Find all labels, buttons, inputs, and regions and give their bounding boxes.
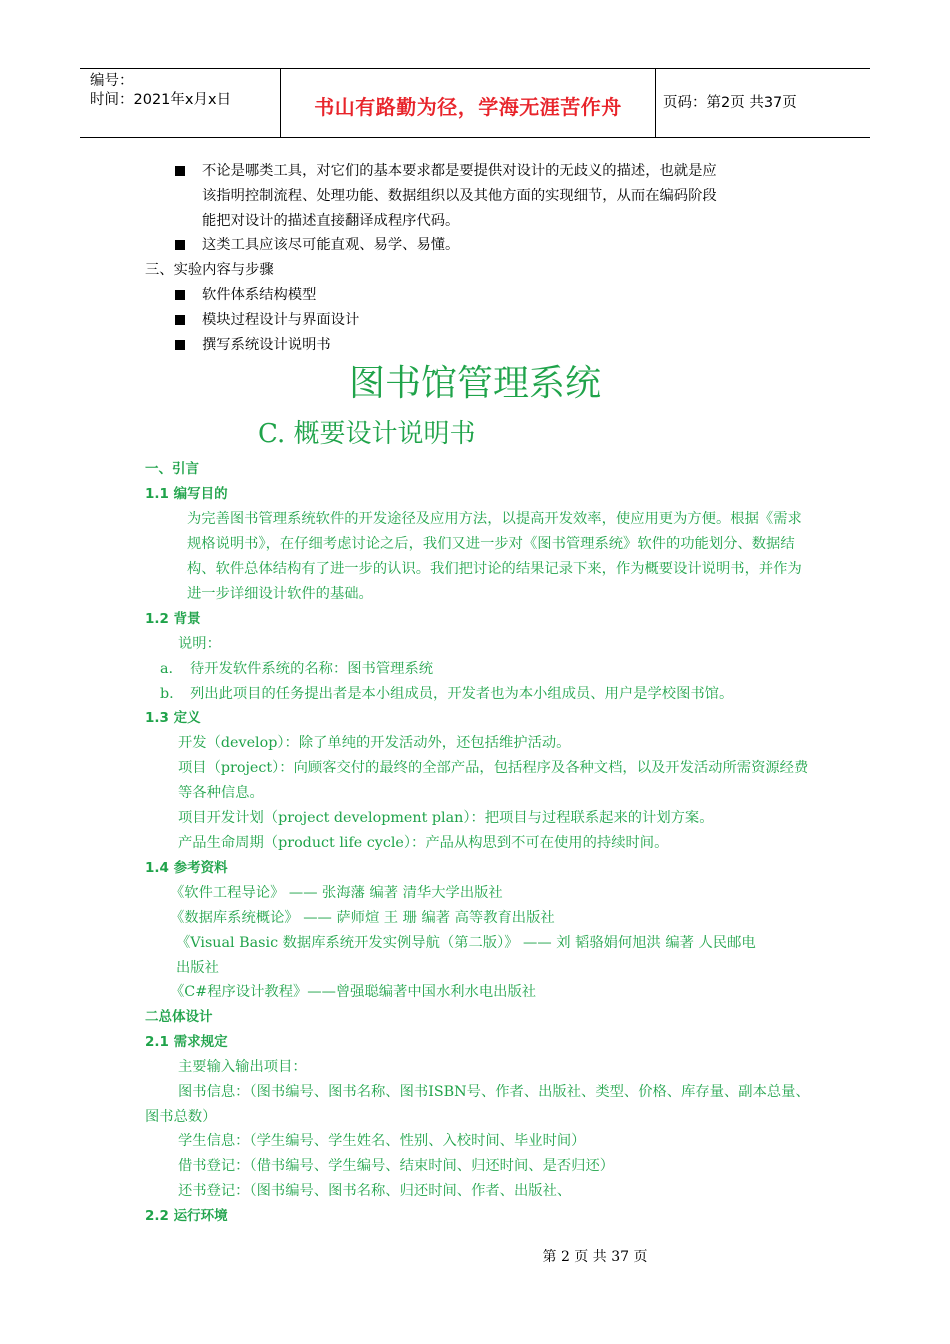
s12-heading: 1.2 背景 — [145, 611, 201, 627]
s12-a-label: a. — [160, 661, 174, 677]
s21-line: 图书信息：（图书编号、图书名称、图书ISBN号、作者、出版社、类型、价格、库存量、副本总量、 — [178, 1084, 810, 1100]
section3-item: 软件体系结构模型 — [202, 287, 317, 303]
req-bullet1-line3: 能把对设计的描述直接翻译成程序代码。 — [202, 213, 460, 229]
s14-heading: 1.4 参考资料 — [145, 860, 228, 876]
s12-a-text: 待开发软件系统的名称：图书管理系统 — [190, 661, 434, 677]
s21-line: 借书登记：（借书编号、学生编号、结束时间、归还时间、是否归还） — [178, 1158, 615, 1174]
s13-heading: 1.3 定义 — [145, 710, 201, 726]
s11-line: 规格说明书》，在仔细考虑讨论之后，我们又进一步对《图书管理系统》软件的功能划分、数据结 — [187, 536, 795, 552]
s13-line: 等各种信息。 — [178, 785, 264, 801]
s13-line: 开发（develop）：除了单纯的开发活动外，还包括维护活动。 — [178, 735, 571, 751]
reference-item: 《C#程序设计教程》——曾强聪编著中国水利水电出版社 — [170, 984, 537, 1000]
s21-line: 还书登记：（图书编号、图书名称、归还时间、作者、出版社、 — [178, 1183, 572, 1199]
req-bullet1-line2: 该指明控制流程、处理功能、数据组织以及其他方面的实现细节，从而在编码阶段 — [202, 188, 717, 204]
intro-heading: 一、引言 — [145, 461, 199, 477]
bullet-icon — [175, 315, 185, 325]
document-title: 图书馆管理系统 — [348, 363, 601, 404]
s11-heading: 1.1 编写目的 — [145, 486, 228, 502]
motto: 书山有路勤为径，学海无涯苦作舟 — [314, 95, 622, 119]
s11-line: 构、软件总体结构有了进一步的认识。我们把讨论的结果记录下来，作为概要设计说明书，并作为 — [187, 561, 802, 577]
s12-note: 说明： — [178, 636, 221, 652]
page-header — [80, 68, 870, 138]
s21-line: 图书总数） — [145, 1109, 217, 1125]
req-bullet2: 这类工具应该尽可能直观、易学、易懂。 — [202, 237, 460, 253]
s21-line: 主要输入输出项目： — [178, 1059, 307, 1075]
s13-line: 项目（project）：向顾客交付的最终的全部产品，包括程序及各种文档，以及开发活动所需资源经费 — [178, 760, 809, 776]
bullet-icon — [175, 166, 185, 176]
bullet-icon — [175, 340, 185, 350]
header-meta-cell — [80, 69, 280, 137]
time-label: 时间：2021年x月x日 — [90, 92, 232, 108]
header-motto-cell — [280, 69, 656, 137]
page-footer: 第 2 页 共 37 页 — [542, 1249, 648, 1265]
reference-item: 出版社 — [176, 960, 219, 976]
reference-item: 《软件工程导论》 —— 张海藩 编著 清华大学出版社 — [170, 885, 503, 901]
section3-item: 模块过程设计与界面设计 — [202, 312, 360, 328]
req-bullet1-line1: 不论是哪类工具，对它们的基本要求都是要提供对设计的无歧义的描述，也就是应 — [202, 163, 717, 179]
s21-line: 学生信息：（学生编号、学生姓名、性别、入校时间、毕业时间） — [178, 1133, 586, 1149]
reference-item: 《数据库系统概论》 —— 萨师煊 王 珊 编著 高等教育出版社 — [170, 910, 555, 926]
bullet-icon — [175, 240, 185, 250]
s11-line: 为完善图书管理系统软件的开发途径及应用方法，以提高开发效率，使应用更为方便。根据《需求 — [187, 511, 802, 527]
s11-line: 进一步详细设计软件的基础。 — [187, 586, 373, 602]
number-label: 编号： — [90, 73, 134, 89]
s13-line: 产品生命周期（product life cycle）：产品从构思到不可在使用的持续时间。 — [178, 835, 669, 851]
page-info: 页码：第2页 共37页 — [663, 95, 797, 111]
s12-b-label: b. — [160, 686, 174, 702]
bullet-icon — [175, 290, 185, 300]
reference-item: 《Visual Basic 数据库系统开发实例导航（第二版）》 —— 刘 韬骆娟何旭洪 编著 人民邮电 — [176, 935, 756, 951]
s13-line: 项目开发计划（project development plan）：把项目与过程联系起来的计划方案。 — [178, 810, 714, 826]
section3-item: 撰写系统设计说明书 — [202, 337, 331, 353]
document-subtitle: C. 概要设计说明书 — [258, 419, 476, 449]
s22-heading: 2.2 运行环境 — [145, 1208, 228, 1224]
design-heading: 二总体设计 — [145, 1009, 213, 1025]
s12-b-text: 列出此项目的任务提出者是本小组成员，开发者也为本小组成员、用户是学校图书馆。 — [190, 686, 734, 702]
section3-heading: 三、实验内容与步骤 — [145, 262, 274, 278]
header-page-cell — [655, 69, 870, 137]
s21-heading: 2.1 需求规定 — [145, 1034, 228, 1050]
